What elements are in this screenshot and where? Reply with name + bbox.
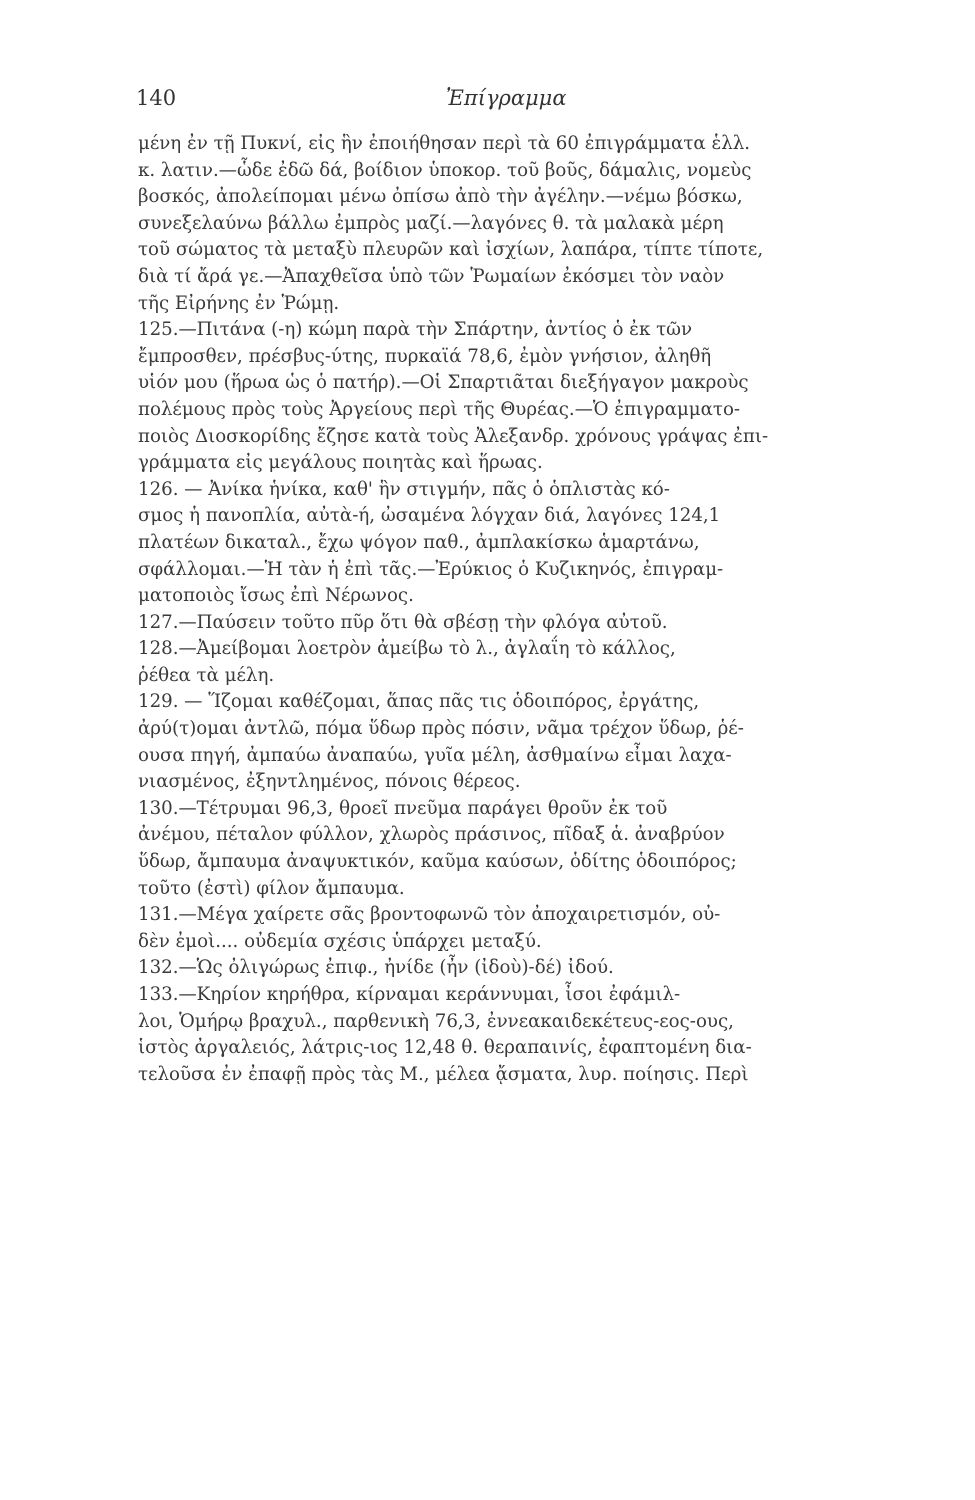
text-line: μένη ἐν τῇ Πυκνί, εἰς ἣν ἐποιήθησαν περὶ τὰ 60 ἐπιγράμματα ἑλλ. bbox=[138, 133, 751, 154]
text-line: ματοποιὸς ἴσως ἐπὶ Νέρωνος. bbox=[138, 585, 414, 607]
entry-129-line: 129. — Ἵζομαι καθέζομαι, ἅπας πᾶς τις ὁδοιπόρος, ἐργάτης, bbox=[138, 691, 700, 713]
text-line: πλατέων δικαταλ., ἔχω ψόγον παθ., ἀμπλακίσκω ἁμαρτάνω, bbox=[138, 531, 700, 553]
text-line: υἱόν μου (ἥρωα ὡς ὁ πατήρ).—Οἱ Σπαρτιᾶται διεξήγαγον μακροὺς bbox=[138, 372, 749, 394]
text-line: ἱστὸς ἀργαλειός, λάτρις-ιος 12,48 θ. θεραπαινίς, ἐφαπτομένη δια- bbox=[138, 1037, 752, 1059]
entry-130-line: 130.—Τέτρυμαι 96,3, θροεῖ πνεῦμα παράγει θροῦν ἐκ τοῦ bbox=[138, 797, 668, 819]
commentary-text bbox=[138, 131, 898, 1088]
text-line: σφάλλομαι.—Ἡ τὰν ἡ ἐπὶ τᾶς.—Ἐρύκιος ὁ Κυζικηνός, ἐπιγραμ- bbox=[138, 558, 724, 580]
text-line: ῥέθεα τὰ μέλη. bbox=[138, 664, 275, 686]
page-header bbox=[136, 86, 896, 116]
entry-126-line: 126. — Ἀνίκα ἡνίκα, καθ' ἣν στιγμήν, πᾶς ὁ ὁπλιστὰς κό- bbox=[138, 478, 670, 500]
text-line: τελοῦσα ἐν ἐπαφῇ πρὸς τὰς Μ., μέλεα ᾄσματα, λυρ. ποίησις. Περὶ bbox=[138, 1063, 749, 1085]
text-line: νιασμένος, ἐξηντλημένος, πόνοις θέρεος. bbox=[138, 771, 521, 793]
entry-132-line: 132.—Ὡς ὀλιγώρως ἐπιφ., ἠνίδε (ἦν (ἰδοὺ)-δέ) ἰδού. bbox=[138, 957, 614, 979]
text-line: ὕδωρ, ἄμπαυμα ἀναψυκτικόν, καῦμα καύσων, ὁδίτης ὁδοιπόρος; bbox=[138, 851, 737, 873]
text-line: τοῦ σώματος τὰ μεταξὺ πλευρῶν καὶ ἰσχίων, λαπάρα, τίπτε τίποτε, bbox=[138, 239, 764, 261]
text-line: δὲν ἐμοὶ.... οὐδεμία σχέσις ὑπάρχει μεταξύ. bbox=[138, 930, 542, 952]
text-line: ἔμπροσθεν, πρέσβυς-ύτης, πυρκαϊά 78,6, ἐμὸν γνήσιον, ἀληθῆ bbox=[138, 345, 712, 367]
text-line: ἀνέμου, πέταλον φύλλον, χλωρὸς πράσινος, πῖδαξ ἁ. ἀναβρύον bbox=[138, 824, 725, 846]
text-line: τῆς Εἰρήνης ἐν Ῥώμῃ. bbox=[138, 292, 340, 314]
text-line: γράμματα εἰς μεγάλους ποιητὰς καὶ ἥρωας. bbox=[138, 452, 543, 474]
entry-131-line: 131.—Μέγα χαίρετε σᾶς βροντοφωνῶ τὸν ἀποχαιρετισμόν, οὐ- bbox=[138, 904, 721, 926]
running-title: Ἐπίγραμμα bbox=[446, 86, 567, 110]
text-line: διὰ τί ἄρά γε.—Ἀπαχθεῖσα ὑπὸ τῶν Ῥωμαίων ἐκόσμει τὸν ναὸν bbox=[138, 265, 725, 287]
text-line: βοσκός, ἀπολείπομαι μένω ὀπίσω ἀπὸ τὴν ἀγέλην.—νέμω βόσκω, bbox=[138, 186, 743, 208]
text-line: λοι, Ὁμήρῳ βραχυλ., παρθενικὴ 76,3, ἐννεακαιδεκέτευς-εος-ους, bbox=[138, 1010, 734, 1032]
entry-125-line: 125.—Πιτάνα (-η) κώμη παρὰ τὴν Σπάρτην, ἀντίος ὁ ἐκ τῶν bbox=[138, 319, 693, 341]
text-line: τοῦτο (ἐστὶ) φίλον ἄμπαυμα. bbox=[138, 877, 405, 899]
text-line: πολέμους πρὸς τοὺς Ἀργείους περὶ τῆς Θυρέας.—Ὁ ἐπιγραμματο- bbox=[138, 398, 741, 420]
text-line: συνεξελαύνω βάλλω ἐμπρὸς μαζί.—λαγόνες θ. τὰ μαλακὰ μέρη bbox=[138, 212, 724, 234]
page-number: 140 bbox=[136, 86, 177, 110]
text-line: ποιὸς Διοσκορίδης ἔζησε κατὰ τοὺς Ἀλεξανδρ. χρόνους γράψας ἐπι- bbox=[138, 425, 769, 447]
entry-127-line: 127.—Παύσειν τοῦτο πῦρ ὅτι θὰ σβέσῃ τὴν φλόγα αὐτοῦ. bbox=[138, 611, 668, 633]
text-line: σμος ἡ πανοπλία, αὐτὰ-ή, ὠσαμένα λόγχαν διά, λαγόνες 124,1 bbox=[138, 505, 721, 527]
text-line: κ. λατιν.—ὧδε ἐδῶ δά, βοίδιον ὑποκορ. τοῦ βοῦς, δάμαλις, νομεὺς bbox=[138, 159, 752, 181]
text-line: ἀρύ(τ)ομαι ἀντλῶ, πόμα ὕδωρ πρὸς πόσιν, νᾶμα τρέχον ὕδωρ, ῥέ- bbox=[138, 718, 744, 740]
entry-128-line: 128.—Ἀμείβομαι λοετρὸν ἀμείβω τὸ λ., ἀγλαΐη τὸ κάλλος, bbox=[138, 638, 676, 660]
text-line: ουσα πηγή, ἀμπαύω ἀναπαύω, γυῖα μέλη, ἀσθμαίνω εἶμαι λαχα- bbox=[138, 744, 732, 766]
entry-133-line: 133.—Κηρίον κηρήθρα, κίρναμαι κεράννυμαι, ἶσοι ἐφάμιλ- bbox=[138, 984, 681, 1005]
